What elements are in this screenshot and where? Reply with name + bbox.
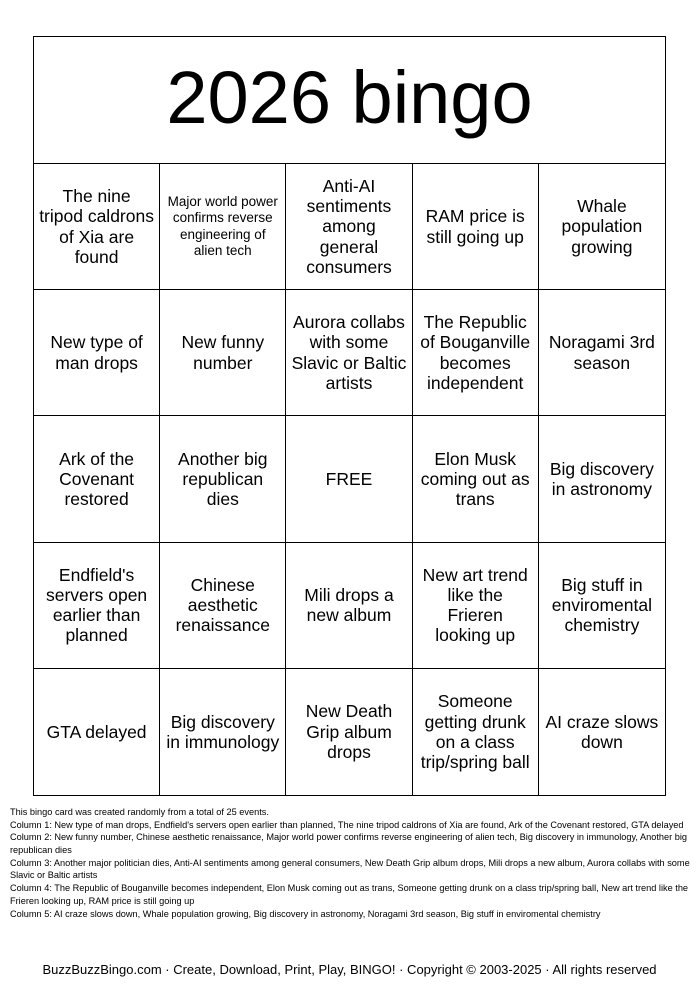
bingo-cell: New funny number (160, 290, 286, 416)
notes-column-4: Column 4: The Republic of Bouganville becomes independent, Elon Musk coming out as trans, Someone getting drunk on a class trip/spring ball, New art trend like the Frieren looking up, RAM price is still going up (10, 883, 689, 906)
bingo-cell: Big discovery in immunology (160, 669, 286, 795)
page-footer: BuzzBuzzBingo.com · Create, Download, Print, Play, BINGO! · Copyright © 2003-2025 · All rights reserved (42, 962, 657, 977)
bingo-cell: New Death Grip album drops (286, 669, 412, 795)
notes-intro: This bingo card was created randomly from a total of 25 events. (10, 807, 269, 817)
bingo-cell: Someone getting drunk on a class trip/spring ball (413, 669, 539, 795)
bingo-cell: The Republic of Bouganville becomes independent (413, 290, 539, 416)
title-row (34, 37, 665, 164)
bingo-cell: The nine tripod caldrons of Xia are found (34, 164, 160, 290)
bingo-cell: AI craze slows down (545, 711, 659, 752)
bingo-cell: Mili drops a new album (286, 543, 412, 669)
bingo-cell: Big discovery in astronomy (539, 416, 665, 542)
bingo-cell: Another big republican dies (160, 416, 286, 542)
bingo-cell: Big stuff in enviromental chemistry (539, 543, 665, 669)
bingo-cell: Aurora collabs with some Slavic or Baltic artists (286, 290, 412, 416)
bingo-cell: Elon Musk coming out as trans (413, 416, 539, 542)
bingo-cell: GTA delayed (34, 669, 160, 795)
bingo-cell: Chinese aesthetic renaissance (160, 543, 286, 669)
notes-column-3: Column 3: Another major politician dies, Anti-AI sentiments among general consumers, New Death Grip album drops, Mili drops a new album, Aurora collabs with some Slavic or Baltic artists (10, 857, 690, 881)
bingo-cell: New art trend like the Frieren looking up (413, 543, 539, 669)
bingo-cell: Noragami 3rd season (539, 290, 665, 416)
bingo-cell: Anti-AI sentiments among general consumers (286, 164, 412, 290)
bingo-cell: Major world power confirms reverse engineering of alien tech (160, 164, 286, 290)
card-title: 2026 bingo (166, 56, 533, 139)
notes-column-1: Column 1: New type of man drops, Endfield's servers open earlier than planned, The nine tripod caldrons of Xia are found, Ark of the Covenant restored, GTA delayed (10, 819, 684, 830)
bingo-card (33, 36, 666, 796)
notes-column-2: Column 2: New funny number, Chinese aesthetic renaissance, Major world power confirms reverse engineering of alien tech, Big discovery in immunology, Another big republican dies (10, 832, 687, 856)
bingo-cell: RAM price is still going up (413, 164, 539, 290)
bingo-cell: Endfield's servers open earlier than planned (34, 543, 160, 669)
bingo-cell: New type of man drops (34, 290, 160, 416)
free-cell: FREE (286, 416, 412, 542)
bingo-cell: Ark of the Covenant restored (34, 416, 160, 542)
bingo-grid (34, 164, 665, 795)
bingo-cell: Whale population growing (539, 164, 665, 290)
card-notes (10, 806, 692, 920)
notes-column-5: Column 5: AI craze slows down, Whale population growing, Big discovery in astronomy, Noragami 3rd season, Big stuff in enviromental chemistry (10, 908, 601, 919)
